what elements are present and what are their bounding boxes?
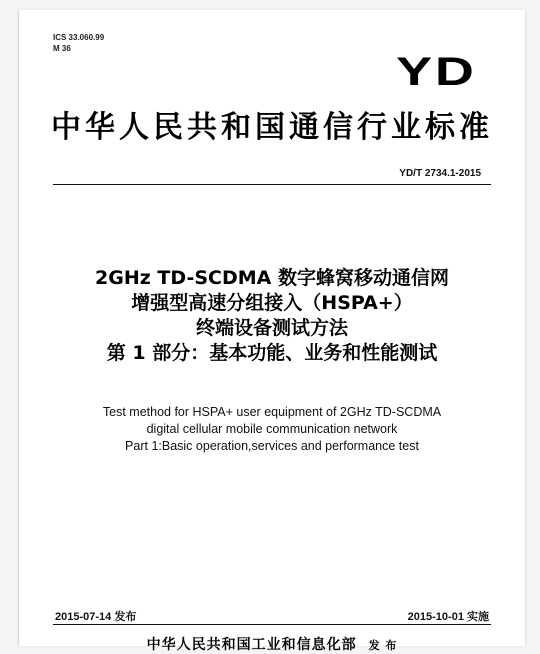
bottom-divider xyxy=(53,624,491,625)
english-title-line: Part 1:Basic operation,services and performance test xyxy=(125,439,419,453)
ics-code: ICS 33.060.99 xyxy=(53,33,105,42)
english-title xyxy=(19,404,525,455)
classification-codes xyxy=(53,32,104,54)
implement-date: 2015-10-01 实施 xyxy=(407,611,489,623)
chinese-title xyxy=(19,266,525,366)
top-divider xyxy=(53,184,491,185)
yd-logo: YD xyxy=(396,50,477,94)
issuer xyxy=(19,634,525,654)
chinese-title-line: 增强型高速分组接入（HSPA+） xyxy=(131,292,413,314)
standard-number: YD/T 2734.1-2015 xyxy=(399,168,481,179)
issuer-suffix: 发 布 xyxy=(368,639,398,652)
chinese-title-line: 终端设备测试方法 xyxy=(195,317,348,339)
document-page xyxy=(18,10,526,653)
org-title: 中华人民共和国通信行业标准 xyxy=(51,110,493,145)
issue-date: 2015-07-14 发布 xyxy=(55,611,137,623)
chinese-title-line: 第 1 部分：基本功能、业务和性能测试 xyxy=(106,342,438,364)
category-code: M 36 xyxy=(53,44,71,53)
english-title-line: Test method for HSPA+ user equipment of 2GHz TD-SCDMA xyxy=(102,405,442,419)
issuer-name: 中华人民共和国工业和信息化部 xyxy=(146,637,357,653)
english-title-line: digital cellular mobile communication network xyxy=(146,422,398,436)
chinese-title-line: 2GHz TD-SCDMA 数字蜂窝移动通信网 xyxy=(95,267,449,289)
